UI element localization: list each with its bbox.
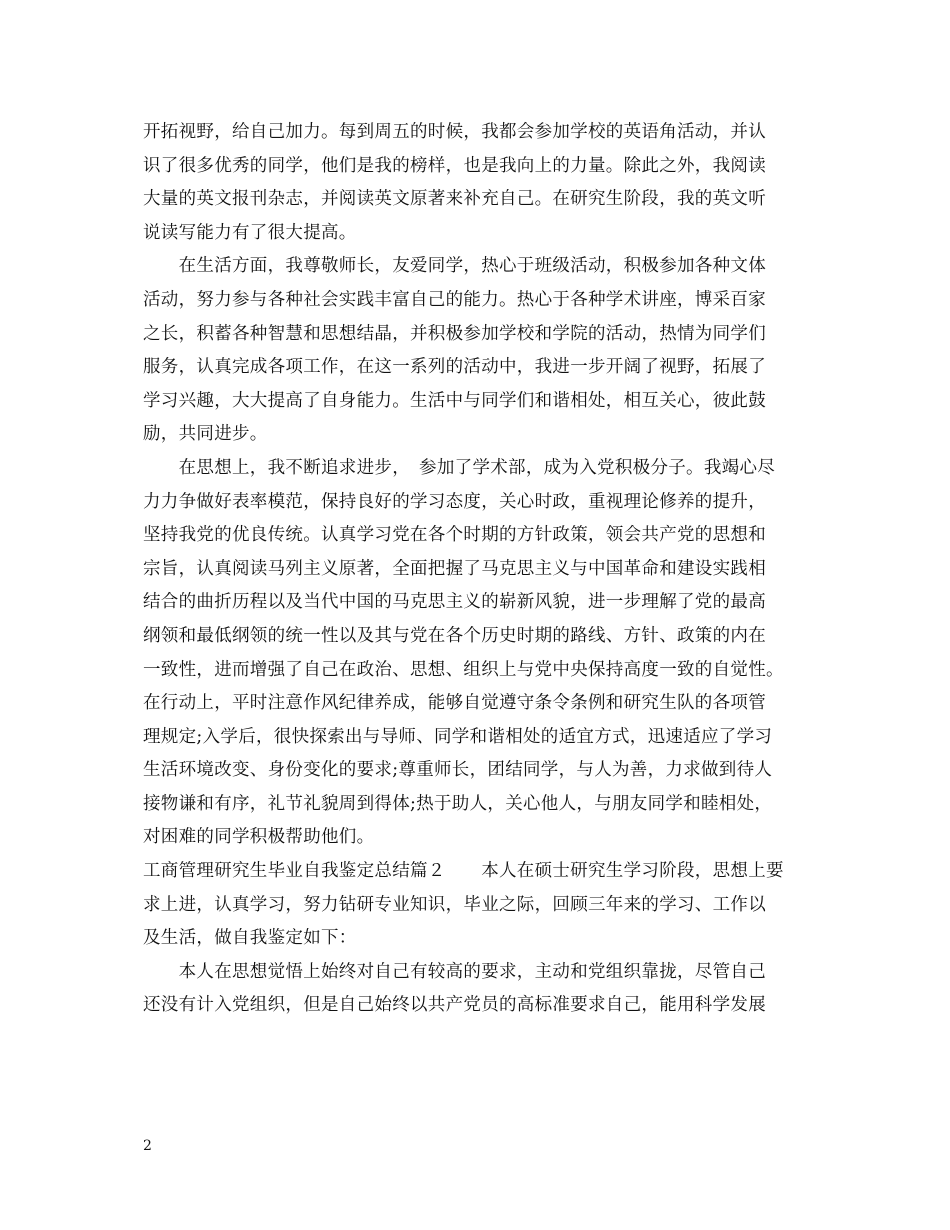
text-line: 在生活方面，我尊敬师长，友爱同学，热心于班级活动，积极参加各种文体 <box>143 256 766 277</box>
text-line: 及生活，做自我鉴定如下： <box>143 928 357 949</box>
text-line: 服务，认真完成各项工作，在这一系列的活动中，我进一步开阔了视野，拓展了 <box>143 357 766 378</box>
text-line: 在行动上，平时注意作风纪律养成，能够自觉遵守条令条例和研究生队的各项管 <box>143 693 766 714</box>
text-line: 结合的曲折历程以及当代中国的马克思主义的崭新风貌，进一步理解了党的最高 <box>143 592 766 613</box>
document-body <box>143 116 823 1023</box>
text-line: 对困难的同学积极帮助他们。 <box>143 827 375 848</box>
text-line: 还没有计入党组织，但是自己始终以共产党员的高标准要求自己，能用科学发展 <box>143 995 766 1016</box>
text-line: 接物谦和有序，礼节礼貌周到得体;热于助人，关心他人，与朋友同学和睦相处， <box>143 793 773 814</box>
text-line: 坚持我党的优良传统。认真学习党在各个时期的方针政策，领会共产党的思想和 <box>143 525 766 546</box>
text-line: 学习兴趣，大大提高了自身能力。生活中与同学们和谐相处，相互关心，彼此鼓 <box>143 390 766 411</box>
text-line: 一致性，进而增强了自己在政治、思想、组织上与党中央保持高度一致的自觉性。 <box>143 659 784 680</box>
text-line: 宗旨，认真阅读马列主义原著，全面把握了马克思主义与中国革命和建设实践相 <box>143 558 766 579</box>
text-line: 说读写能力有了很大提高。 <box>143 222 357 243</box>
text-line: 开拓视野，给自己加力。每到周五的时候，我都会参加学校的英语角活动，并认 <box>143 122 766 142</box>
text-line: 活动，努力参与各种社会实践丰富自己的能力。热心于各种学术讲座，博采百家 <box>143 289 766 310</box>
text-line: 在思想上，我不断追求进步， 参加了学术部，成为入党积极分子。我竭心尽 <box>143 457 776 478</box>
text-line: 纲领和最低纲领的统一性以及其与党在各个历史时期的路线、方针、政策的内在 <box>143 625 766 646</box>
text-line: 大量的英文报刊杂志，并阅读英文原著来补充自己。在研究生阶段，我的英文听 <box>143 189 766 210</box>
text-line: 生活环境改变、身份变化的要求;尊重师长，团结同学，与人为善，力求做到待人 <box>143 760 773 781</box>
page-number: 2 <box>143 1138 152 1154</box>
section-heading-line: 工商管理研究生毕业自我鉴定总结篇２ 本人在硕士研究生学习阶段，思想上要 <box>143 861 784 882</box>
text-line: 识了很多优秀的同学，他们是我的榜样，也是我向上的力量。除此之外，我阅读 <box>143 155 766 176</box>
text-line: 力力争做好表率模范，保持良好的学习态度，关心时政，重视理论修养的提升， <box>143 491 766 512</box>
text-line: 理规定;入学后，很快探索出与导师、同学和谐相处的适宜方式，迅速适应了学习 <box>143 726 773 747</box>
text-line: 励，共同进步。 <box>143 424 268 445</box>
text-line: 之长，积蓄各种智慧和思想结晶，并积极参加学校和学院的活动，热情为同学们 <box>143 323 766 344</box>
text-line: 本人在思想觉悟上始终对自己有较高的要求，主动和党组织靠拢，尽管自己 <box>143 961 766 982</box>
text-line: 求上进，认真学习，努力钻研专业知识，毕业之际，回顾三年来的学习、工作以 <box>143 894 766 915</box>
